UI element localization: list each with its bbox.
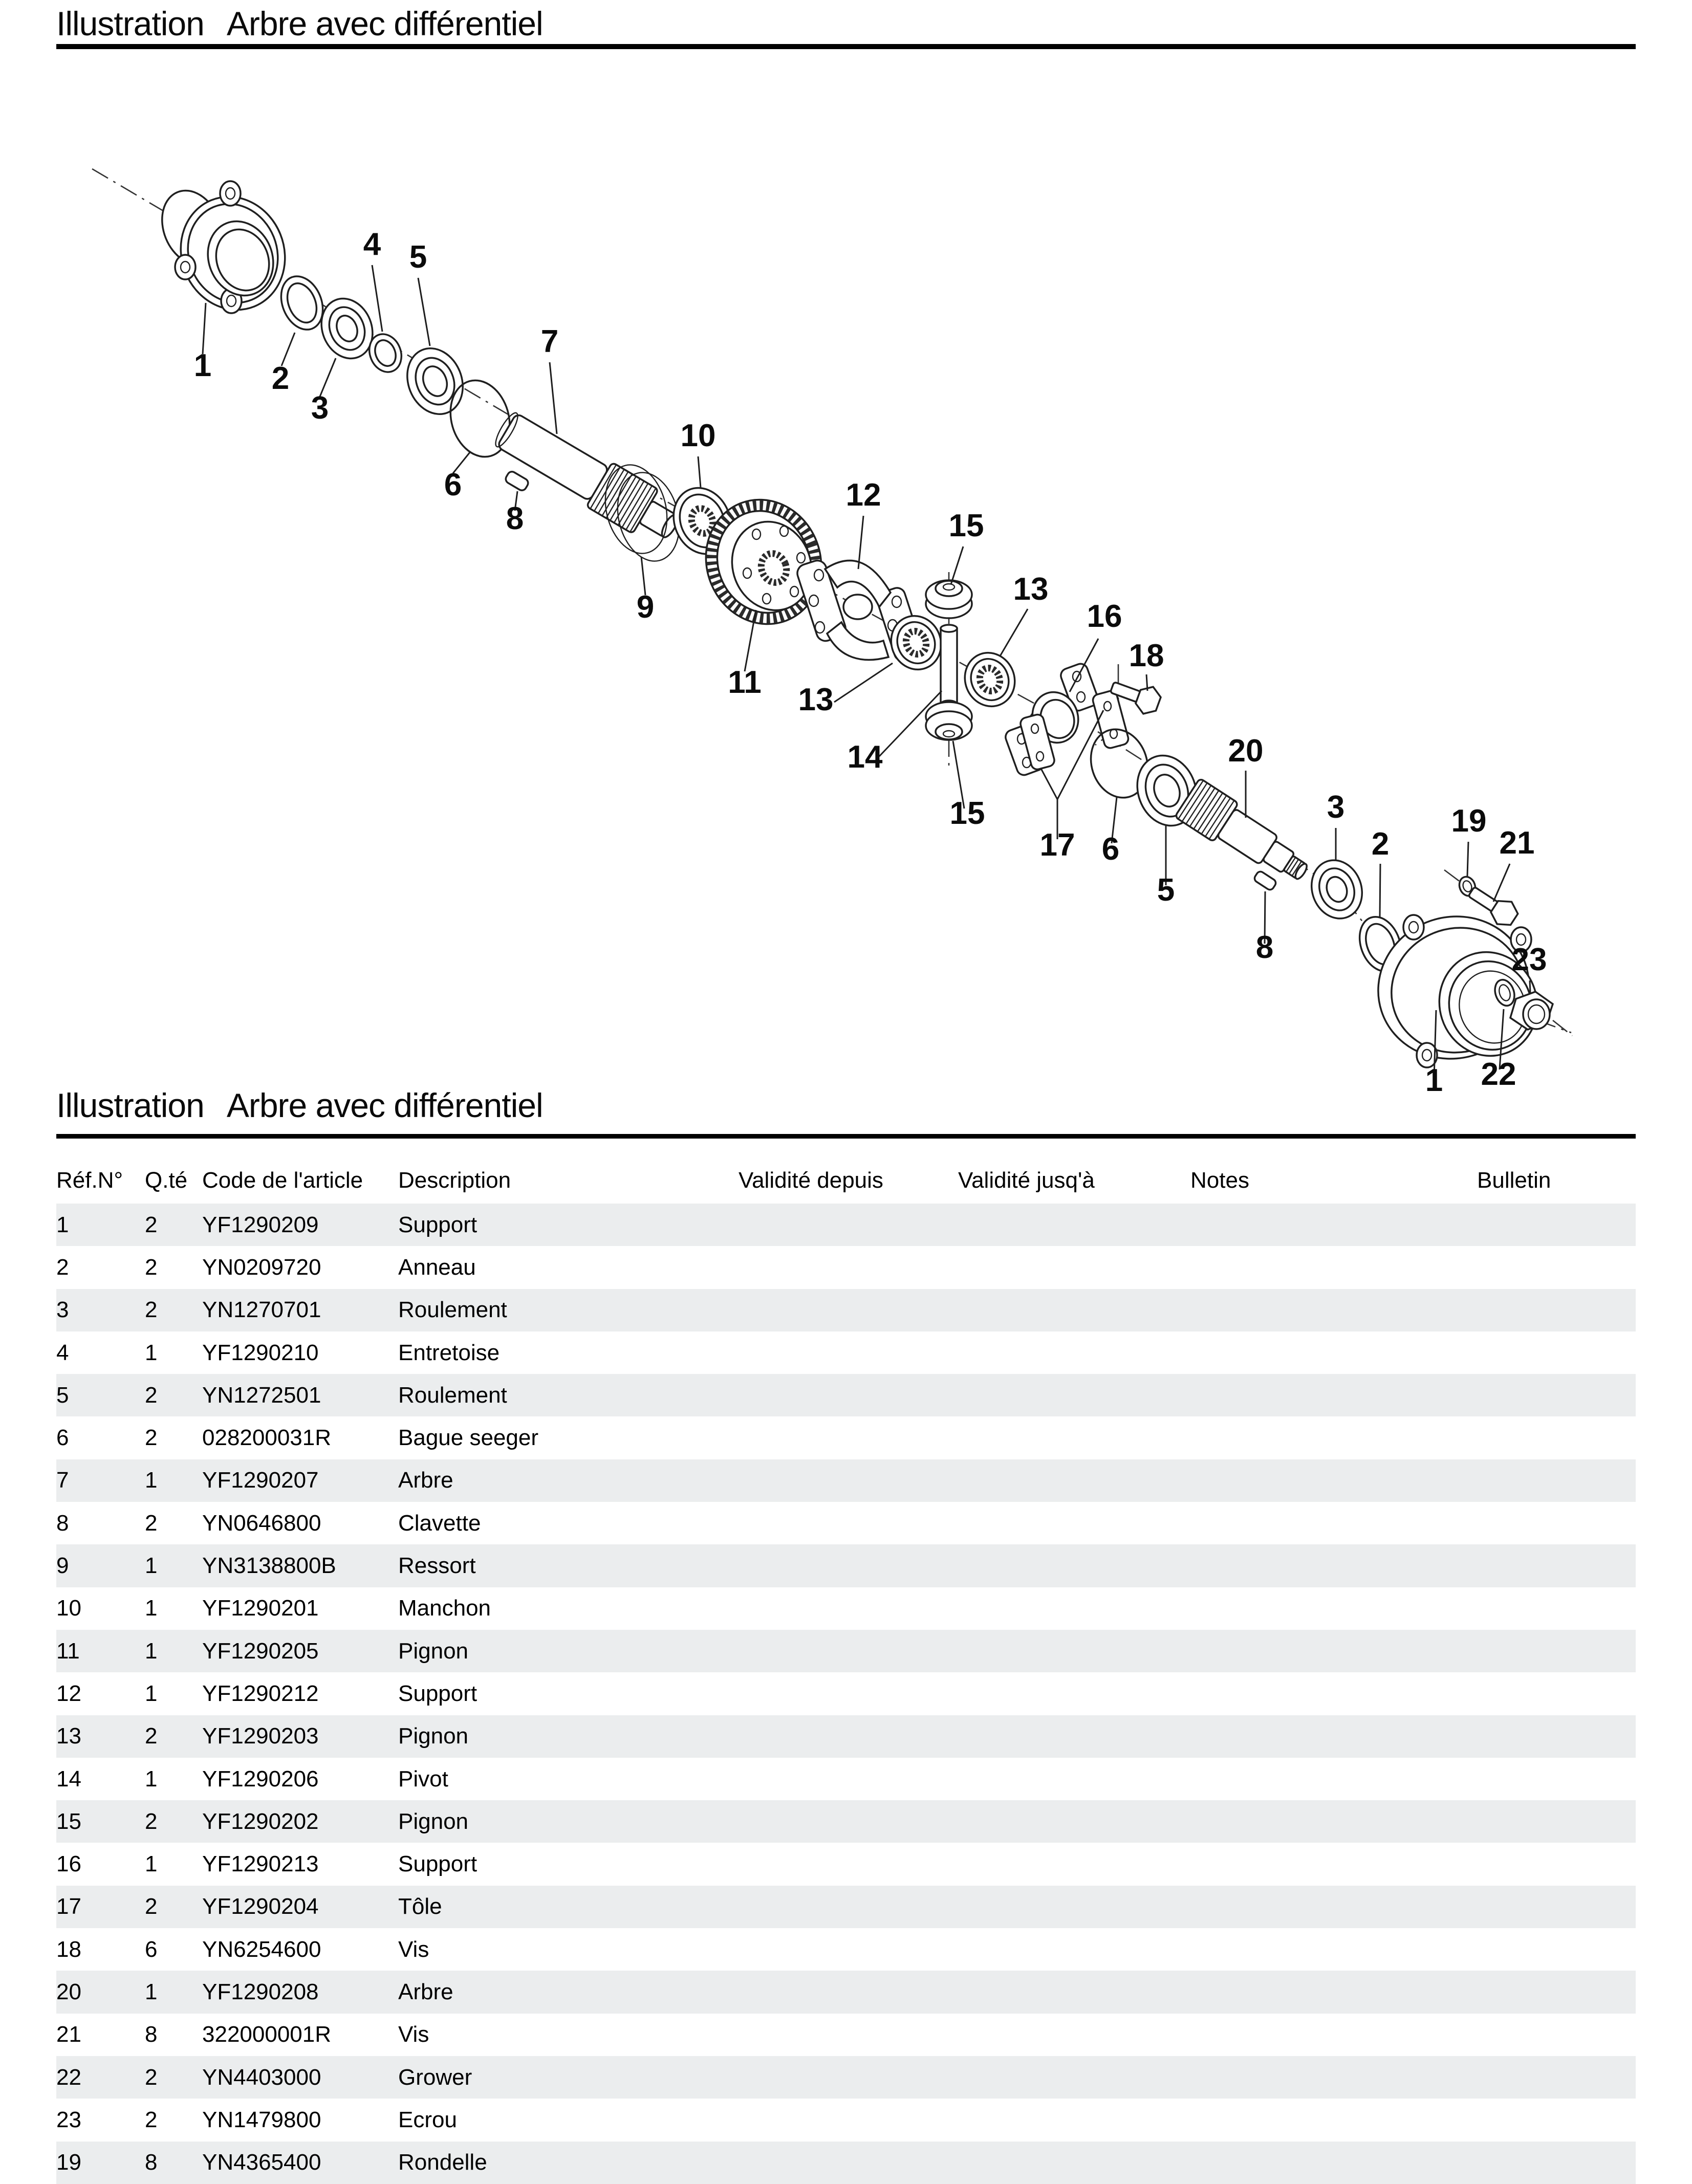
cell-ref: 22 (56, 2064, 81, 2090)
table-header (56, 1168, 1636, 1199)
table-row (56, 2142, 1636, 2184)
cell-code: YF1290201 (202, 1596, 319, 1621)
part-key-left (504, 470, 530, 492)
part-support-housing-left (151, 181, 302, 326)
cell-ref: 9 (56, 1553, 69, 1579)
callout-2-ring-left: 2 (271, 361, 290, 396)
cell-qty: 2 (145, 1425, 158, 1451)
table-row (56, 1886, 1636, 1928)
title-rule (56, 44, 1636, 49)
table-row (56, 1843, 1636, 1885)
cell-code: YF1290210 (202, 1340, 319, 1365)
cell-desc: Pignon (398, 1638, 469, 1664)
col-bulletin: Bulletin (1477, 1168, 1551, 1193)
table-row (56, 1331, 1636, 1374)
part-key-right (1253, 870, 1277, 891)
cell-qty: 2 (145, 2064, 158, 2090)
cell-ref: 5 (56, 1382, 69, 1408)
table-row (56, 1374, 1636, 1416)
leader-lines (203, 265, 1530, 1078)
part-pinion-bottom (926, 702, 972, 740)
col-code: Code de l'article (202, 1168, 363, 1193)
cell-desc: Entretoise (398, 1340, 500, 1365)
cell-qty: 2 (145, 1212, 158, 1237)
cell-code: YF1290212 (202, 1680, 319, 1706)
cell-qty: 2 (145, 2107, 158, 2132)
cell-qty: 2 (145, 1510, 158, 1536)
table-title-label: Illustration (56, 1086, 204, 1124)
table-row (56, 1289, 1636, 1331)
cell-ref: 20 (56, 1979, 81, 2004)
cell-code: YN4365400 (202, 2150, 321, 2175)
table-rule (56, 1134, 1636, 1139)
cell-code: 322000001R (202, 2022, 332, 2047)
callout-4-spacer: 4 (363, 227, 381, 262)
cell-ref: 6 (56, 1425, 69, 1451)
col-ref: Réf.N° (56, 1168, 123, 1193)
col-qty: Q.té (145, 1168, 188, 1193)
cell-ref: 4 (56, 1340, 69, 1365)
cell-qty: 2 (145, 1297, 158, 1323)
col-valid-to: Validité jusq'à (958, 1168, 1095, 1193)
callout-3-bearing-right: 3 (1327, 790, 1345, 825)
nut-axis-tail (1553, 1020, 1572, 1036)
cell-qty: 8 (145, 2150, 158, 2175)
table-row (56, 1672, 1636, 1715)
cell-qty: 1 (145, 1979, 158, 2004)
callout-22-lock-washer: 22 (1481, 1057, 1516, 1092)
cell-desc: Pivot (398, 1766, 448, 1792)
callout-5-bearing-left: 5 (409, 239, 427, 275)
callout-14-pivot: 14 (847, 739, 883, 775)
cell-qty: 2 (145, 1894, 158, 1919)
cell-ref: 8 (56, 1510, 69, 1536)
cell-ref: 19 (56, 2150, 81, 2175)
table-row (56, 1715, 1636, 1758)
cell-code: YF1290207 (202, 1468, 319, 1493)
table-row (56, 1459, 1636, 1502)
cell-qty: 2 (145, 1723, 158, 1749)
cell-desc: Ressort (398, 1553, 476, 1579)
cell-qty: 1 (145, 1468, 158, 1493)
callout-8-key-right: 8 (1255, 930, 1274, 965)
part-pivot-pin (941, 625, 957, 708)
cell-code: YN1272501 (202, 1382, 321, 1408)
cell-qty: 2 (145, 1808, 158, 1834)
table-row (56, 1246, 1636, 1288)
part-pinion-top (926, 580, 972, 618)
cell-desc: Tôle (398, 1894, 442, 1919)
cell-desc: Vis (398, 2022, 429, 2047)
callout-1-housing-right: 1 (1425, 1063, 1443, 1098)
table-row (56, 1204, 1636, 1246)
cell-qty: 1 (145, 1340, 158, 1365)
table-row (56, 1971, 1636, 2013)
callout-21-bolt: 21 (1499, 825, 1535, 861)
cell-ref: 23 (56, 2107, 81, 2132)
cell-ref: 11 (56, 1638, 80, 1664)
callout-2-ring-right: 2 (1371, 826, 1390, 862)
cell-code: YF1290204 (202, 1894, 319, 1919)
cell-ref: 2 (56, 1254, 69, 1280)
exploded-diagram (0, 51, 1692, 1105)
cell-ref: 13 (56, 1723, 81, 1749)
cell-qty: 8 (145, 2022, 158, 2047)
part-bearing5-left (398, 340, 472, 422)
cell-ref: 18 (56, 1936, 81, 1962)
cell-code: YN1479800 (202, 2107, 321, 2132)
page-title-text: Arbre avec différentiel (226, 5, 543, 42)
part-side-gear-right (957, 645, 1023, 714)
callout-6-seeger-left: 6 (444, 467, 462, 503)
callout-5-bearing-right: 5 (1157, 872, 1175, 908)
callout-23-nut: 23 (1511, 942, 1547, 977)
cell-desc: Support (398, 1851, 478, 1877)
callout-11-ring-gear: 11 (728, 665, 762, 700)
col-valid-from: Validité depuis (739, 1168, 883, 1193)
callout-15-pinion-top: 15 (948, 508, 984, 543)
col-desc: Description (398, 1168, 511, 1193)
callout-20-shaft: 20 (1228, 733, 1264, 769)
cell-qty: 1 (145, 1638, 158, 1664)
parts-table (56, 1204, 1636, 2184)
cell-desc: Pignon (398, 1723, 469, 1749)
callout-9-spring: 9 (636, 589, 655, 625)
page-title (56, 4, 543, 43)
cell-desc: Clavette (398, 1510, 481, 1536)
table-row (56, 2099, 1636, 2141)
cell-code: YF1290213 (202, 1851, 319, 1877)
callout-13-gear-right: 13 (1013, 572, 1049, 607)
table-row (56, 1502, 1636, 1544)
cell-code: YF1290206 (202, 1766, 319, 1792)
cell-ref: 10 (56, 1596, 81, 1621)
cell-code: YF1290205 (202, 1638, 319, 1664)
table-row (56, 1928, 1636, 1971)
cell-ref: 21 (56, 2022, 81, 2047)
cell-desc: Pignon (398, 1808, 469, 1834)
cell-code: YF1290208 (202, 1979, 319, 2004)
cell-ref: 1 (56, 1212, 69, 1237)
cell-ref: 14 (56, 1766, 81, 1792)
cell-desc: Support (398, 1212, 478, 1237)
callout-1-housing-left: 1 (193, 348, 212, 383)
callout-12-carrier: 12 (845, 477, 881, 513)
table-row (56, 1630, 1636, 1672)
callout-3-bearing-left: 3 (311, 390, 329, 426)
cell-ref: 16 (56, 1851, 81, 1877)
cell-qty: 1 (145, 1596, 158, 1621)
cell-ref: 12 (56, 1680, 81, 1706)
callout-8-key-left: 8 (506, 501, 524, 536)
cell-desc: Vis (398, 1936, 429, 1962)
cell-qty: 6 (145, 1936, 158, 1962)
cell-desc: Arbre (398, 1468, 453, 1493)
table-title-text: Arbre avec différentiel (226, 1086, 543, 1124)
cell-code: YN6254600 (202, 1936, 321, 1962)
table-title (56, 1086, 543, 1125)
cell-desc: Arbre (398, 1979, 453, 2004)
cell-code: YN4403000 (202, 2064, 321, 2090)
cell-desc: Support (398, 1680, 478, 1706)
cell-ref: 17 (56, 1894, 81, 1919)
callout-18-bolt: 18 (1129, 638, 1164, 673)
page-title-label: Illustration (56, 5, 204, 42)
callout-17-plates: 17 (1039, 827, 1075, 863)
callout-13-gear-left: 13 (798, 682, 834, 717)
cell-qty: 2 (145, 1382, 158, 1408)
cell-code: YF1290203 (202, 1723, 319, 1749)
cell-code: YN3138800B (202, 1553, 336, 1579)
cell-code: YN0646800 (202, 1510, 321, 1536)
cell-desc: Grower (398, 2064, 472, 2090)
part-plate-right (1092, 690, 1130, 750)
callout-7-shaft: 7 (540, 324, 559, 359)
callout-15-pinion-bot: 15 (949, 796, 985, 831)
cell-code: YN0209720 (202, 1254, 321, 1280)
cell-qty: 1 (145, 1766, 158, 1792)
callout-10-sleeve: 10 (680, 418, 716, 453)
cell-qty: 2 (145, 1254, 158, 1280)
callout-16-support: 16 (1087, 599, 1122, 634)
col-notes: Notes (1190, 1168, 1249, 1193)
table-row (56, 1544, 1636, 1587)
cell-qty: 1 (145, 1680, 158, 1706)
cell-ref: 15 (56, 1808, 81, 1834)
cell-desc: Bague seeger (398, 1425, 538, 1451)
table-row (56, 1758, 1636, 1800)
cell-desc: Ecrou (398, 2107, 457, 2132)
cell-desc: Anneau (398, 1254, 476, 1280)
callout-6-seeger-right: 6 (1101, 832, 1120, 867)
cell-code: YF1290202 (202, 1808, 319, 1834)
table-row (56, 1587, 1636, 1630)
cell-code: 028200031R (202, 1425, 332, 1451)
cell-qty: 1 (145, 1553, 158, 1579)
table-row (56, 1800, 1636, 1843)
cell-code: YN1270701 (202, 1297, 321, 1323)
cell-code: YF1290209 (202, 1212, 319, 1237)
cell-desc: Manchon (398, 1596, 491, 1621)
table-row (56, 1416, 1636, 1459)
cell-desc: Roulement (398, 1297, 507, 1323)
cell-ref: 7 (56, 1468, 69, 1493)
table-row (56, 2014, 1636, 2056)
callout-19-washer: 19 (1451, 803, 1487, 839)
cell-desc: Rondelle (398, 2150, 487, 2175)
cell-qty: 1 (145, 1851, 158, 1877)
table-row (56, 2056, 1636, 2099)
cell-ref: 3 (56, 1297, 69, 1323)
cell-desc: Roulement (398, 1382, 507, 1408)
part-bearing3-right (1304, 853, 1370, 926)
